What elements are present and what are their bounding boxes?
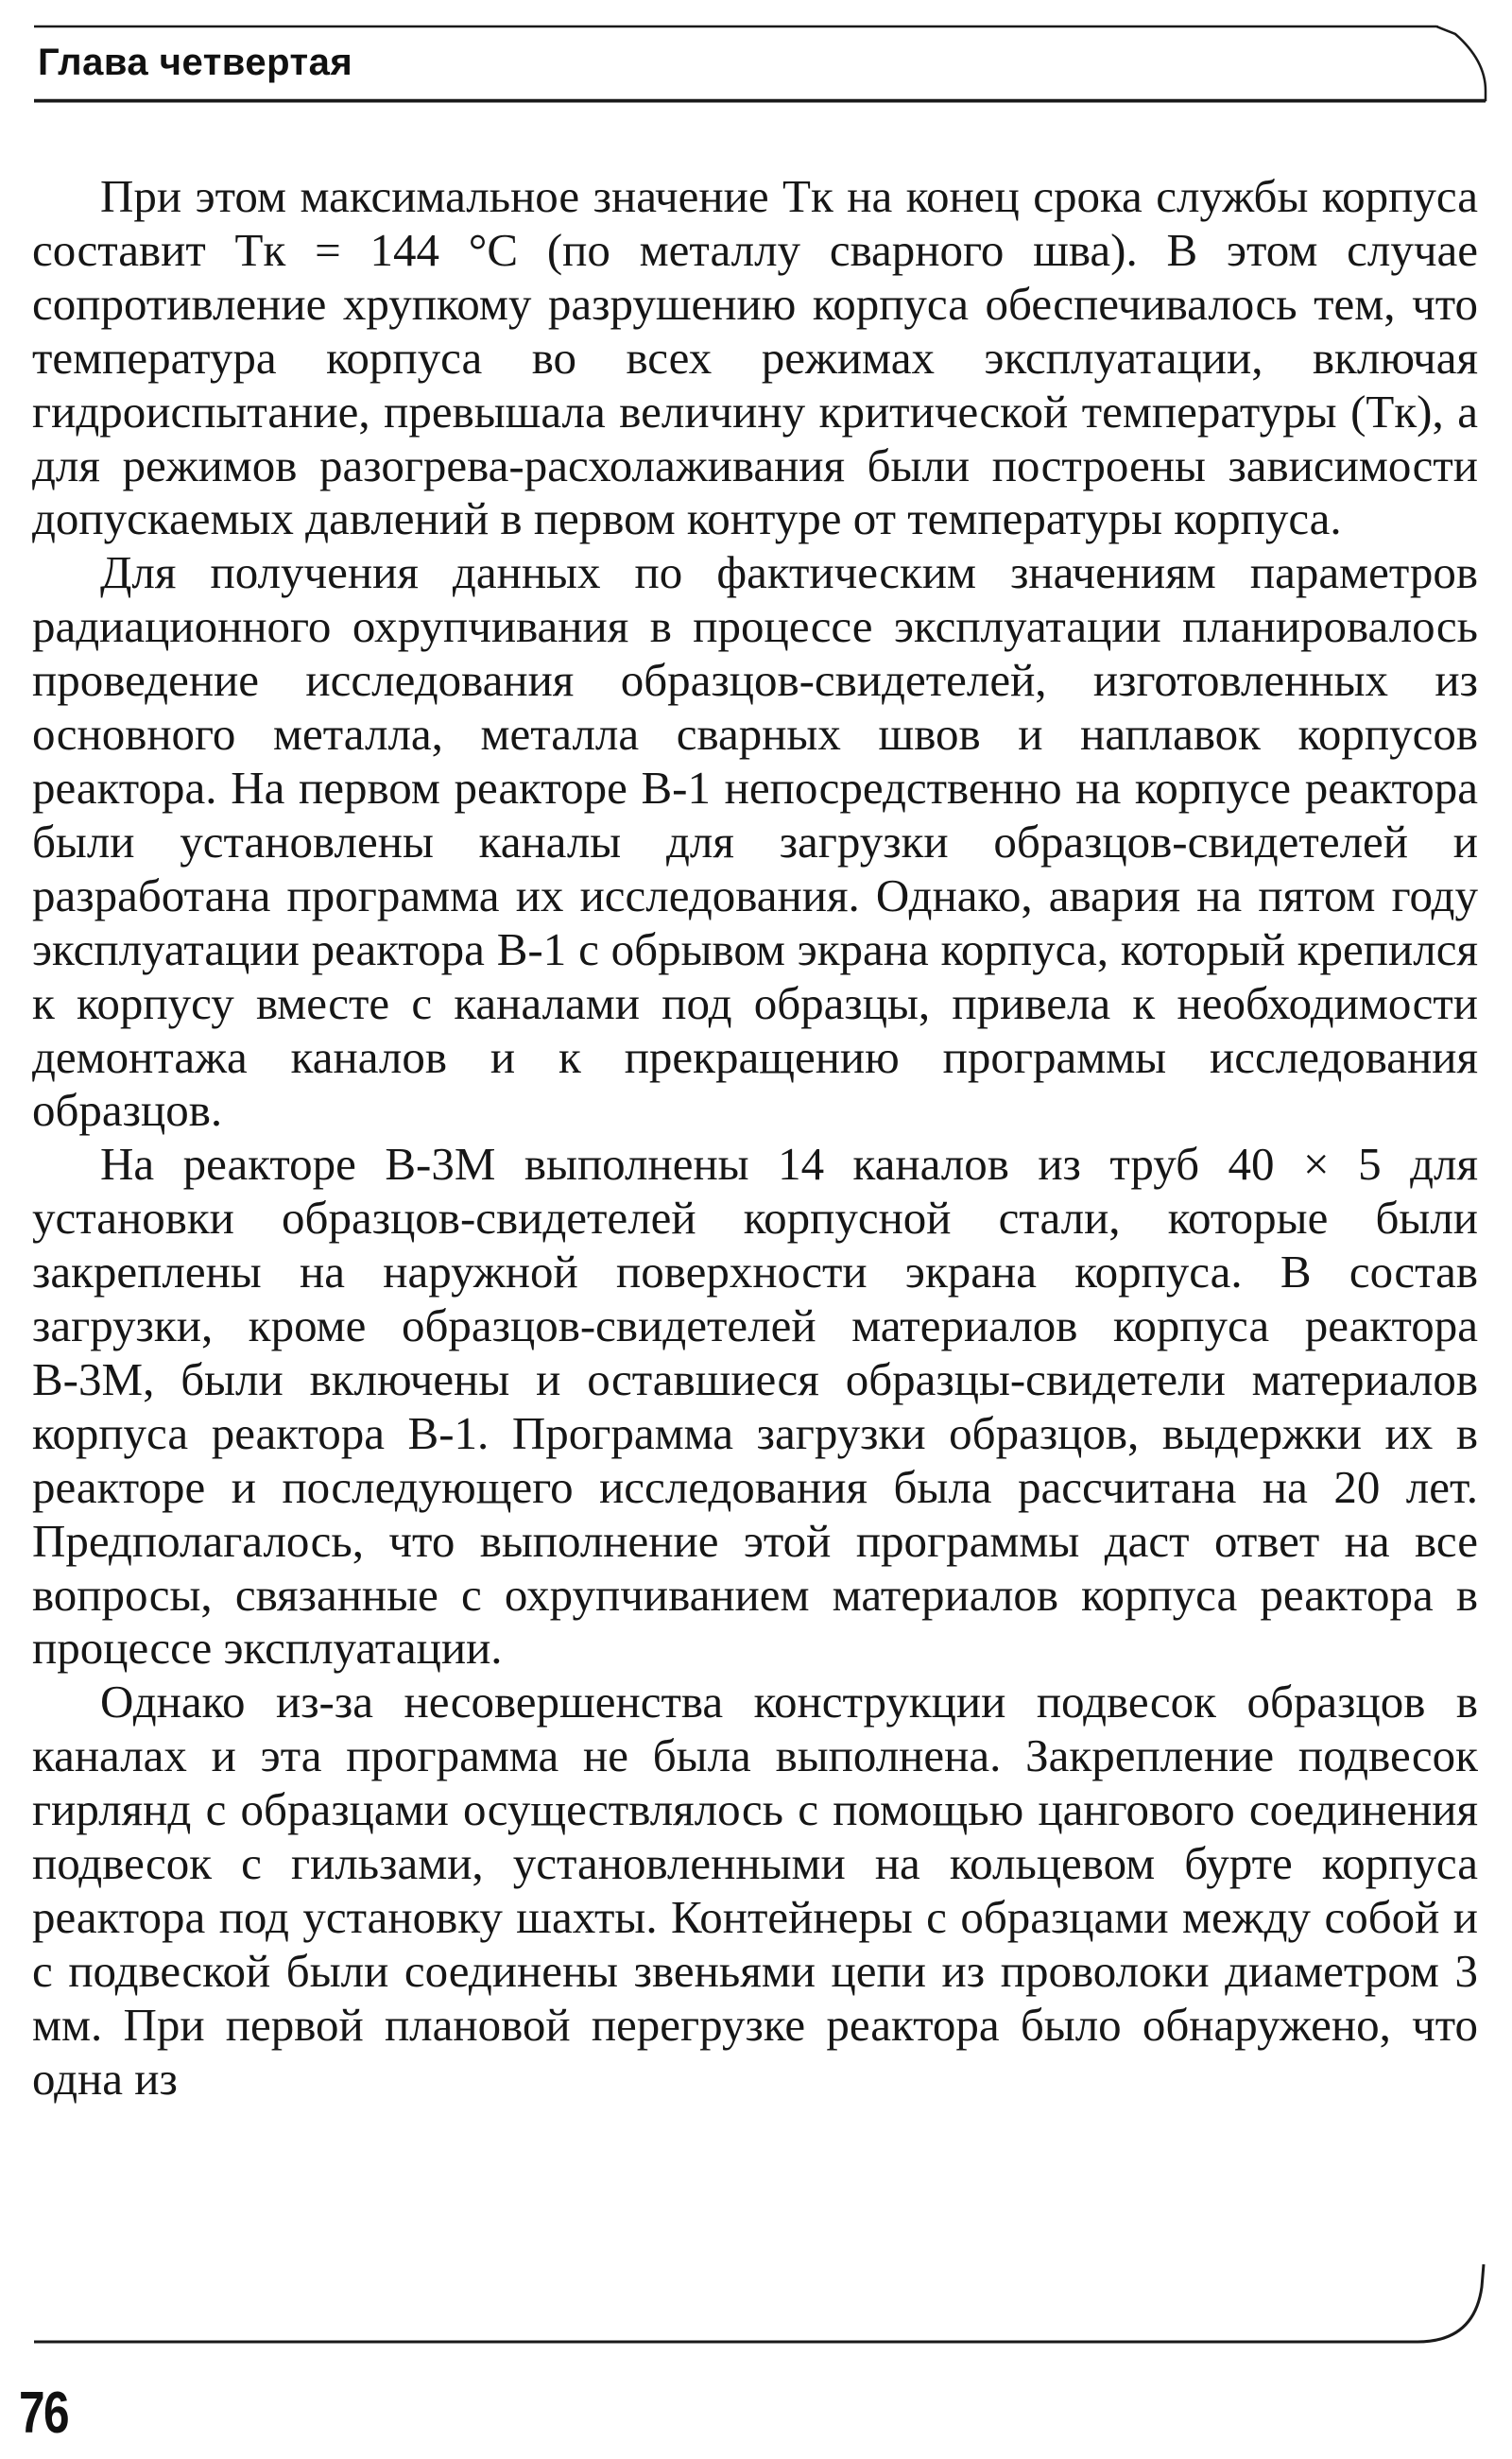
paragraph-2: Для получения данных по фактическим значениям параметров радиационного охрупчивания в процессе эксплуатации планировалось проведение исследования образцов-свидетелей, изготовленных из основного металла, металла сварных швов и наплавок корпусов реактора. На первом реакторе В-1 непосредственно на корпусе реактора были установлены каналы для загрузки образцов-свидетелей и разработана программа их исследования. Однако, авария на пятом году эксплуатации реактора В-1 с обрывом экрана корпуса, который крепился к корпусу вместе с каналами под образцы, привела к необходимости демонтажа каналов и к прекращению программы исследования образцов. (32, 546, 1478, 1137)
page-number: 76 (19, 2381, 68, 2446)
paragraph-1: При этом максимальное значение Tк на конец срока службы корпуса составит Tк = 144 °C (по металлу сварного шва). В этом случае сопротивление хрупкому разрушению корпуса обеспечивалось тем, что температура корпуса во всех режимах эксплуатации, включая гидроиспытание, превышала величину критической температуры (Tк), а для режимов разогрева-расхолаживания были построены зависимости допускаемых давлений в первом контуре от температуры корпуса. (32, 170, 1478, 545)
body-text (32, 170, 1478, 2106)
footer-rule (34, 2264, 1484, 2342)
chapter-header-title: Глава четвертая (38, 42, 353, 83)
paragraph-3: На реакторе В-3М выполнены 14 каналов из труб 40 × 5 для установки образцов-свидетелей корпусной стали, которые были закреплены на наружной поверхности экрана корпуса. В состав загрузки, кроме образцов-свидетелей материалов корпуса реактора В-3М, были включены и оставшиеся образцы-свидетели материалов корпуса реактора В-1. Программа загрузки образцов, выдержки их в реакторе и последующего исследования была рассчитана на 20 лет. Предполагалось, что выполнение этой программы даст ответ на все вопросы, связанные с охрупчиванием материалов корпуса реактора в процессе эксплуатации. (32, 1138, 1478, 1675)
paragraph-4: Однако из-за несовершенства конструкции подвесок образцов в каналах и эта программа не была выполнена. Закрепление подвесок гирлянд с образцами осуществлялось с помощью цангового соединения подвесок с гильзами, установленными на кольцевом бурте корпуса реактора под установку шахты. Контейнеры с образцами между собой и с подвеской были соединены звеньями цепи из проволоки диаметром 3 мм. При первой плановой перегрузке реактора было обнаружено, что одна из (32, 1676, 1478, 2105)
